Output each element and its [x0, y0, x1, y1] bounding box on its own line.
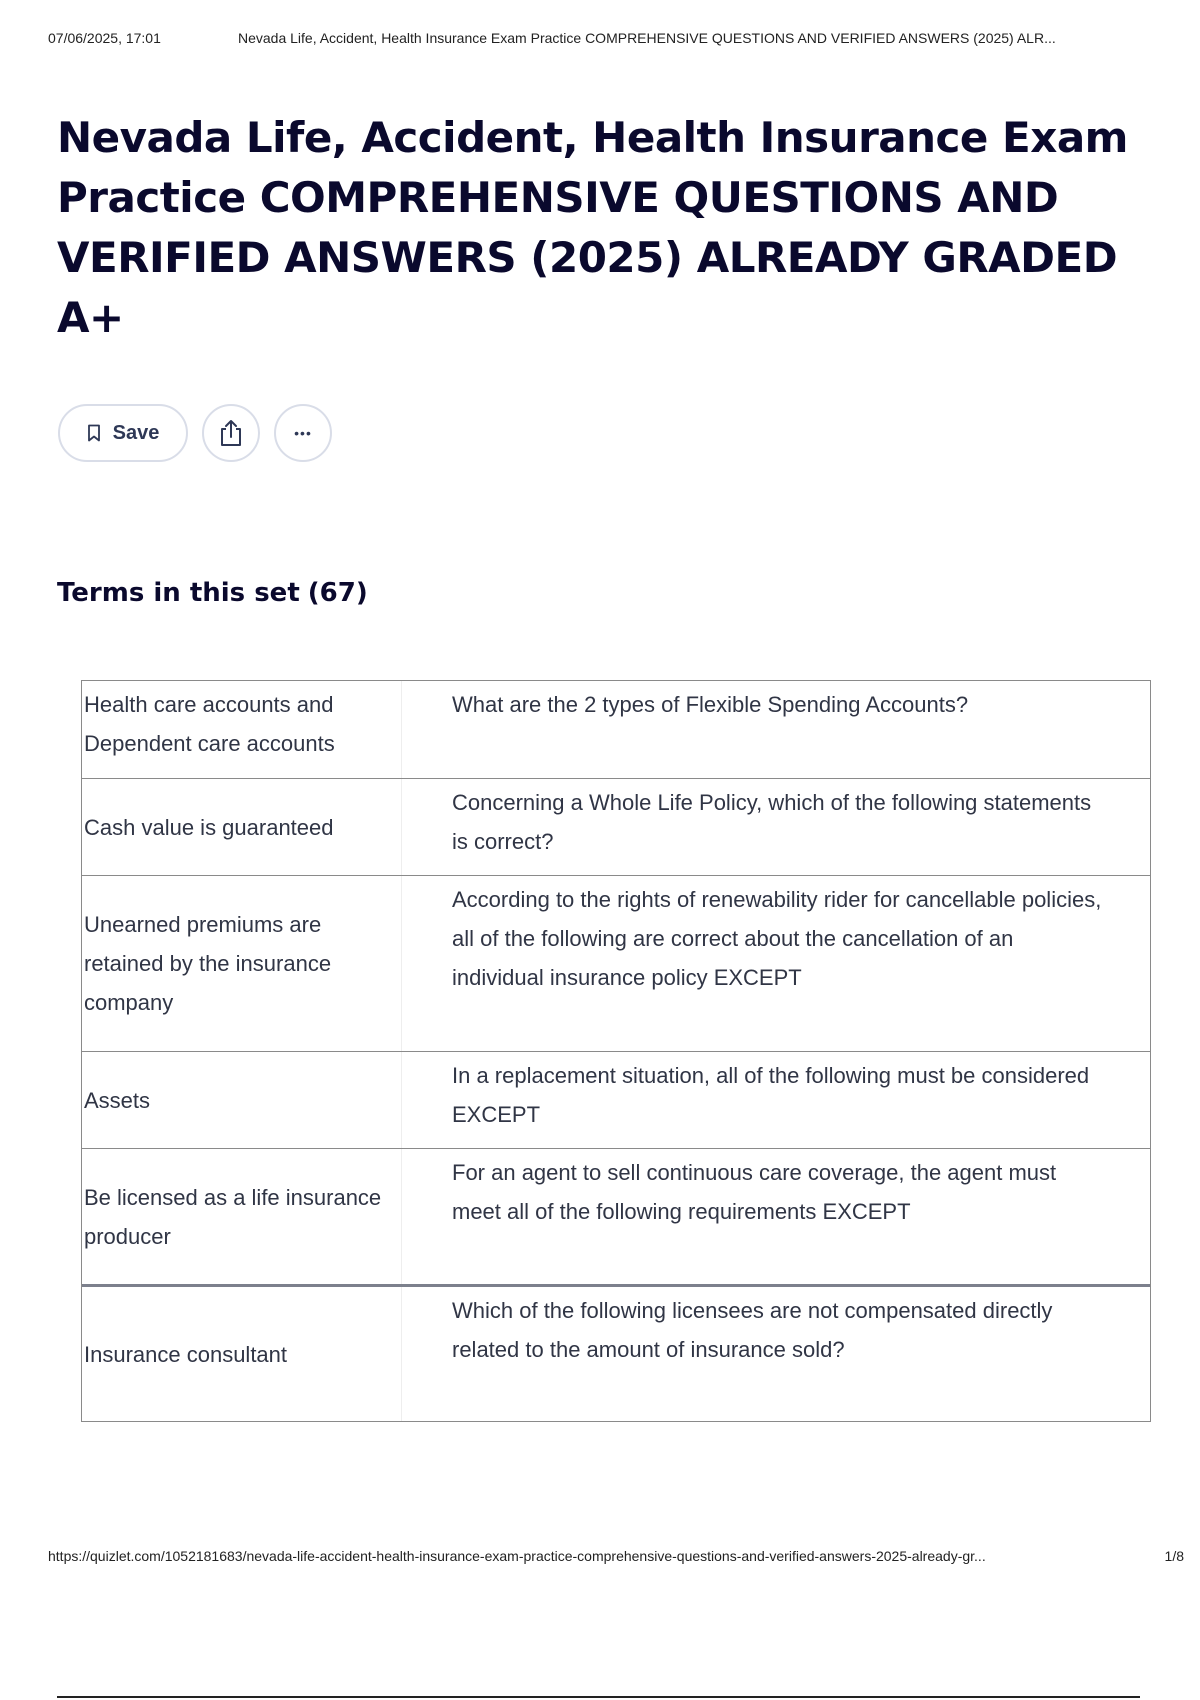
- page-indicator: 1/8: [1164, 1548, 1184, 1564]
- print-url: https://quizlet.com/1052181683/nevada-life-accident-health-insurance-exam-practice-comprehensive-questions-and-verified-answers-2025-already-gr...: [48, 1548, 986, 1564]
- terms-heading-label: Terms in this set: [57, 578, 300, 608]
- action-bar: [58, 404, 332, 462]
- table-row[interactable]: [82, 1051, 1150, 1148]
- term-cell: Health care accounts and Dependent care accounts: [82, 681, 402, 778]
- definition-cell: Which of the following licensees are not compensated directly related to the amount of insurance sold?: [452, 1298, 1053, 1362]
- term-cell: Assets: [82, 1052, 402, 1148]
- print-footer: [48, 1548, 1184, 1568]
- table-row[interactable]: [82, 1148, 1150, 1284]
- divider: [57, 1696, 1140, 1698]
- print-timestamp: 07/06/2025, 17:01: [48, 30, 161, 46]
- term-cell: Be licensed as a life insurance producer: [82, 1149, 402, 1284]
- table-row[interactable]: [82, 681, 1150, 778]
- more-options-icon: •••: [294, 425, 312, 441]
- table-row[interactable]: [82, 778, 1150, 875]
- definition-cell: In a replacement situation, all of the following must be considered EXCEPT: [452, 1063, 1090, 1127]
- table-row[interactable]: [82, 875, 1150, 1051]
- terms-count: (67): [307, 578, 368, 608]
- definition-cell: What are the 2 types of Flexible Spending Accounts?: [452, 692, 969, 717]
- page-title: Nevada Life, Accident, Health Insurance Exam Practice COMPREHENSIVE QUESTIONS AND VERIFIED ANSWERS (2025) ALREADY GRADED A+: [57, 113, 1128, 342]
- print-header: [48, 30, 1184, 50]
- bookmark-icon: [87, 424, 101, 442]
- share-icon: [218, 419, 244, 447]
- term-cell: Unearned premiums are retained by the insurance company: [82, 876, 402, 1051]
- terms-table: [81, 680, 1151, 1422]
- print-page-title: Nevada Life, Accident, Health Insurance Exam Practice COMPREHENSIVE QUESTIONS AND VERIFIED ANSWERS (2025) ALR...: [238, 30, 1056, 46]
- save-button[interactable]: [58, 404, 188, 462]
- definition-cell: For an agent to sell continuous care coverage, the agent must meet all of the following requirements EXCEPT: [452, 1160, 1057, 1224]
- definition-cell: Concerning a Whole Life Policy, which of the following statements is correct?: [452, 790, 1092, 854]
- share-button[interactable]: [202, 404, 260, 462]
- term-cell: Cash value is guaranteed: [82, 779, 402, 875]
- save-label: Save: [112, 421, 160, 444]
- term-cell: Insurance consultant: [82, 1287, 402, 1421]
- more-options-button[interactable]: [274, 404, 332, 462]
- table-row[interactable]: [82, 1284, 1150, 1421]
- terms-heading: [57, 578, 368, 608]
- definition-cell: According to the rights of renewability rider for cancellable policies, all of the following are correct about the cancellation of an individual insurance policy EXCEPT: [452, 887, 1102, 990]
